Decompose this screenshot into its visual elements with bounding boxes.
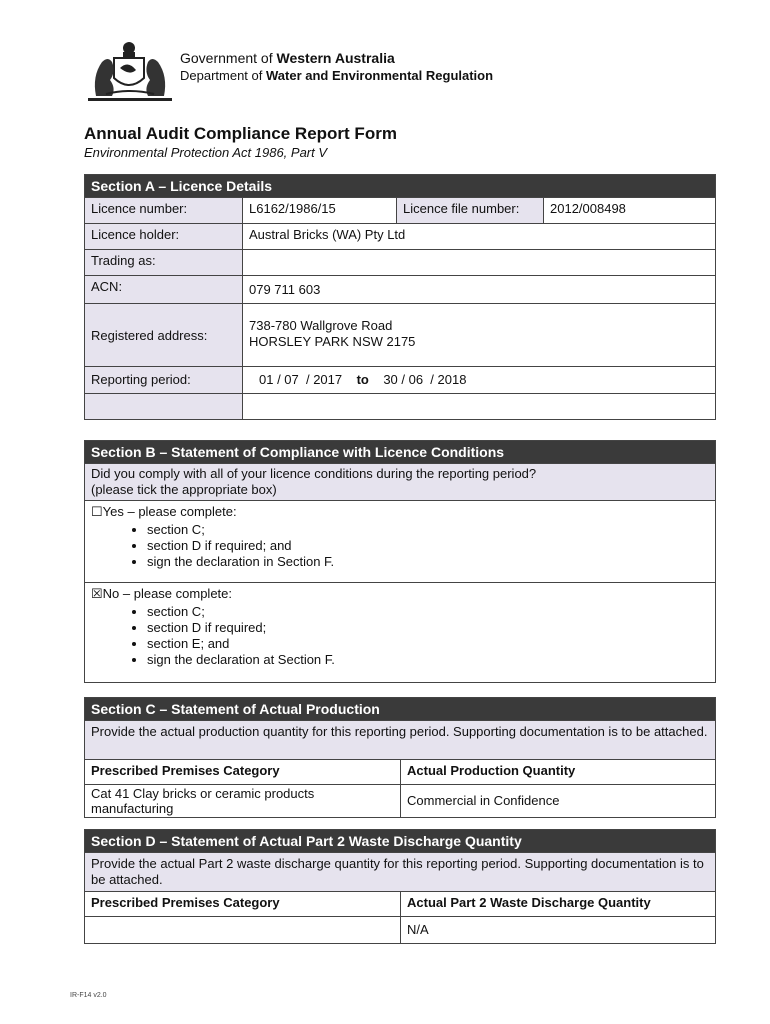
period-row <box>85 366 715 393</box>
compliance-question-row <box>85 463 715 500</box>
section-d-heading: Section D – Statement of Actual Part 2 Waste Discharge Quantity <box>85 830 715 852</box>
production-col-category: Prescribed Premises Category <box>91 763 280 778</box>
form-title: Annual Audit Compliance Report Form <box>84 124 397 143</box>
licence-number-field[interactable]: L6162/1986/15 <box>242 198 396 223</box>
no-label: No – please complete: <box>102 586 233 601</box>
waste-instruction-row <box>85 852 715 891</box>
period-to: 30 / 06 / 2018 <box>383 372 467 387</box>
section-b <box>84 440 716 683</box>
holder-label: Licence holder: <box>85 224 242 249</box>
blank-row <box>85 393 715 419</box>
question-line2: (please tick the appropriate box) <box>91 482 277 497</box>
holder-field[interactable]: Austral Bricks (WA) Pty Ltd <box>242 224 715 249</box>
production-instruction-row <box>85 720 715 759</box>
yes-option-row <box>85 500 715 582</box>
waste-quantity[interactable]: N/A <box>400 917 715 943</box>
licence-number-row <box>85 197 715 223</box>
blank-field[interactable] <box>242 394 715 419</box>
dept-prefix: Department of <box>180 68 266 83</box>
production-quantity[interactable]: Commercial in Confidence <box>400 785 715 817</box>
trading-row <box>85 249 715 275</box>
trading-label: Trading as: <box>85 250 242 275</box>
acn-row <box>85 275 715 303</box>
dept-name: Water and Environmental Regulation <box>266 68 494 83</box>
list-item: • section D if required; <box>147 620 335 636</box>
list-item: • section E; and <box>147 636 335 652</box>
question-line1: Did you comply with all of your licence conditions during the reporting period? <box>91 466 537 481</box>
yes-option <box>85 501 340 582</box>
government-heading <box>180 50 493 84</box>
acn-label: ACN: <box>85 276 242 303</box>
address-label: Registered address: <box>85 304 242 366</box>
form-subtitle: Environmental Protection Act 1986, Part V <box>84 145 328 160</box>
production-category[interactable]: Cat 41 Clay bricks or ceramic products manufacturing <box>91 786 315 816</box>
waste-header-row <box>85 891 715 916</box>
section-d <box>84 829 716 944</box>
form-code: IR-F14 v2.0 <box>70 992 107 999</box>
yes-label: Yes – please complete: <box>102 504 237 519</box>
period-field[interactable] <box>242 367 715 393</box>
trading-field[interactable] <box>242 250 715 275</box>
list-item: • sign the declaration at Section F. <box>147 652 335 668</box>
address-line2: HORSLEY PARK NSW 2175 <box>249 334 416 349</box>
yes-checkbox[interactable]: ☐ <box>91 504 103 519</box>
section-b-heading: Section B – Statement of Compliance with Licence Conditions <box>85 441 715 463</box>
section-a <box>84 174 716 420</box>
list-item: • sign the declaration in Section F. <box>147 554 334 570</box>
address-row <box>85 303 715 366</box>
holder-row <box>85 223 715 249</box>
address-line1: 738-780 Wallgrove Road <box>249 318 393 333</box>
production-instruction: Provide the actual production quantity for this reporting period. Supporting documentation is to be attached. <box>91 724 708 739</box>
list-item: • section C; <box>147 522 334 538</box>
wa-coat-of-arms-icon <box>84 38 176 104</box>
period-to-word: to <box>356 372 369 387</box>
waste-instruction: Provide the actual Part 2 waste discharge quantity for this reporting period. Supporting documentation is to be attached. <box>91 856 704 887</box>
production-data-row <box>85 784 715 817</box>
section-a-heading: Section A – Licence Details <box>85 175 715 197</box>
no-option <box>85 583 341 682</box>
yes-list <box>91 522 334 570</box>
list-item: • section C; <box>147 604 335 620</box>
waste-col-category: Prescribed Premises Category <box>91 895 280 910</box>
list-item: • section D if required; and <box>147 538 334 554</box>
waste-category[interactable] <box>85 917 400 943</box>
compliance-question <box>85 464 542 500</box>
address-field[interactable] <box>242 304 715 366</box>
no-option-row <box>85 582 715 682</box>
no-checkbox[interactable]: ☒ <box>91 586 103 601</box>
govt-name: Western Australia <box>276 50 395 66</box>
licence-file-field[interactable]: 2012/008498 <box>543 198 715 223</box>
production-col-quantity: Actual Production Quantity <box>400 760 715 784</box>
waste-col-quantity: Actual Part 2 Waste Discharge Quantity <box>400 892 715 916</box>
waste-data-row <box>85 916 715 943</box>
licence-number-label: Licence number: <box>85 198 242 223</box>
blank-label <box>85 394 242 419</box>
production-header-row <box>85 759 715 784</box>
section-c <box>84 697 716 818</box>
section-c-heading: Section C – Statement of Actual Production <box>85 698 715 720</box>
no-list <box>91 604 335 668</box>
period-from: 01 / 07 / 2017 <box>259 372 343 387</box>
period-label: Reporting period: <box>85 367 242 393</box>
acn-field[interactable]: 079 711 603 <box>242 276 715 303</box>
govt-prefix: Government of <box>180 50 277 66</box>
licence-file-label: Licence file number: <box>396 198 543 223</box>
